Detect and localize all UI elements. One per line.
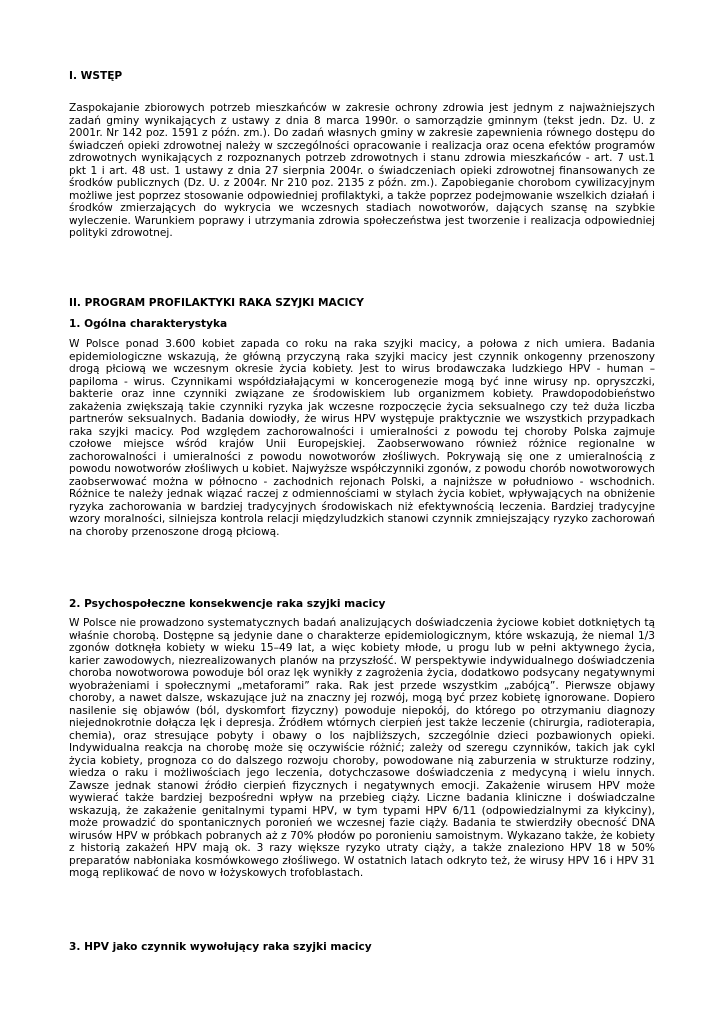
paragraph-general: W Polsce ponad 3.600 kobiet zapada co roku na raka szyjki macicy, a połowa z nich umiera. Badania epidemiologiczne wskazują, że główną przyczyną raka szyjki macicy jest czynnik onkogenny przenoszony drogą płciową we wczesnym okresie życia kobiety. Jest to wirus brodawczaka ludzkiego HPV - human – papiloma - wirus. Czynnikami współdziałającymi w koncerogenezie mogą być inne wirusy np. opryszczki, bakterie oraz inne czynniki związane ze środowiskiem lub organizmem kobiety. Prawdopodobieństwo zakażenia zwiększają takie czynniki ryzyka jak wczesne rozpoczęcie życia seksualnego czy też duża liczba partnerów seksualnych. Badania dowiodły, że wirus HPV występuje praktycznie we wszystkich przypadkach raka szyjki macicy. Pod względem zachorowalności i umieralności z powodu tej choroby Polska zajmuje czołowe miejsce wśród krajów Unii Europejskiej. Zaobserwowano również różnice regionalne w zachorowalności i umieralności z powodu nowotworów złośliwych. Pokrywają się one z umieralnością z powodu nowotworów złośliwych u kobiet. Najwyższe współczynniki zgonów, z powodu chorób nowotworowych zaobserwować można w północno - zachodnich rejonach Polski, a najniższe w południowo - wschodnich. Różnice te należy jednak wiązać raczej z odmiennościami w stylach życia kobiet, wpływających na obniżenie ryzyka zachorowania w bardziej tradycyjnych środowiskach niż efektywnością leczenia. Bardziej tradycyjne wzory moralności, silniejsza kontrola relacji międzyludzkich stanowi czynnik zmniejszający ryzyko zachorowań na choroby przenoszone drogą płciową. [69, 338, 655, 538]
subsection-heading-general: 1. Ogólna charakterystyka [69, 318, 228, 330]
paragraph-psychosocial: W Polsce nie prowadzono systematycznych badań analizujących doświadczenia życiowe kobiet dotkniętych tą właśnie chorobą. Dostępne są jedynie dane o charakterze epidemiologicznym, które wskazują, że niemal 1/3 zgonów dotknęła kobiety w wieku 15–49 lat, a więc kobiety młode, u progu lub w pełni aktywnego życia, karier zawodowych, niezrealizowanych planów na przyszłość. W perspektywie indywidualnego doświadczenia choroba nowotworowa powoduje ból oraz lęk wynikły z zagrożenia życia, dodatkowo podsycany negatywnymi wyobrażeniami i społecznymi „metaforami” raka. Rak jest przede wszystkim „zabójcą”. Pierwsze objawy choroby, a nawet dalsze, wskazujące już na znaczny jej rozwój, mogą być przez kobietę ignorowane. Dopiero nasilenie się objawów (ból, dyskomfort fizyczny) powoduje niepokój, do którego po otrzymaniu diagnozy niejednokrotnie dołącza lęk i depresja. Źródłem wtórnych cierpień jest także leczenie (chirurgia, radioterapia, chemia), oraz stresujące pobyty i obawy o los najbliższych, szczególnie dzieci pozbawionych opieki. Indywidualna reakcja na chorobę może się oczywiście różnić; zależy od szeregu czynników, takich jak cykl życia kobiety, prognoza co do dalszego rozwoju choroby, powodowane nią zaburzenia w strukturze rodziny, wiedza o raku i możliwościach jego leczenia, dotychczasowe doświadczenia z medycyną i wielu innych. Zawsze jednak stanowi źródło cierpień fizycznych i negatywnych emocji. Zakażenie wirusem HPV może wywierać także bardziej bezpośredni wpływ na przebieg ciąży. Liczne badania kliniczne i doświadczalne wskazują, że zakażenie genitalnymi typami HPV, w tym typami HPV 6/11 (odpowiedzialnymi za kłykciny), może prowadzić do spontanicznych poronień we wczesnej fazie ciąży. Badania te stwierdziły obecność DNA wirusów HPV w próbkach pobranych aż z 70% płodów po poronieniu samoistnym. Wykazano także, że kobiety z historią zakażeń HPV mają ok. 3 razy większe ryzyko utraty ciąży, a także znaleziono HPV 18 w 50% preparatów nabłoniaka kosmówkowego złośliwego. W ostatnich latach odkryto też, że wirusy HPV 16 i HPV 31 mogą replikować de novo w łożyskowych trofoblastach. [69, 617, 655, 879]
subsection-heading-hpv: 3. HPV jako czynnik wywołujący raka szyjki macicy [69, 941, 372, 953]
section-heading-introduction: I. WSTĘP [69, 70, 123, 82]
section-heading-program: II. PROGRAM PROFILAKTYKI RAKA SZYJKI MACICY [69, 297, 364, 309]
paragraph-introduction: Zaspokajanie zbiorowych potrzeb mieszkańców w zakresie ochrony zdrowia jest jednym z najważniejszych zadań gminy wynikających z ustawy z dnia 8 marca 1990r. o samorządzie gminnym (tekst jedn. Dz. U. z 2001r. Nr 142 poz. 1591 z późn. zm.). Do zadań własnych gminy w zakresie zapewnienia równego dostępu do świadczeń opieki zdrowotnej należy w szczególności opracowanie i realizacja oraz ocena efektów programów zdrowotnych wynikających z rozpoznanych potrzeb zdrowotnych i stanu zdrowia mieszkańców - art. 7 ust.1 pkt 1 i art. 48 ust. 1 ustawy z dnia 27 sierpnia 2004r. o świadczeniach opieki zdrowotnej finansowanych ze środków publicznych (Dz. U. z 2004r. Nr 210 poz. 2135 z późn. zm.). Zapobieganie chorobom cywilizacyjnym możliwe jest poprzez stosowanie odpowiedniej profilaktyki, a także poprzez podejmowanie wszelkich działań i środków zmierzających do wykrycia we wczesnych stadiach nowotworów, dających szansę na szybkie wyleczenie. Warunkiem poprawy i utrzymania zdrowia społeczeństwa jest tworzenie i realizacja odpowiedniej polityki zdrowotnej. [69, 102, 655, 239]
subsection-heading-psychosocial: 2. Psychospołeczne konsekwencje raka szyjki macicy [69, 598, 386, 610]
